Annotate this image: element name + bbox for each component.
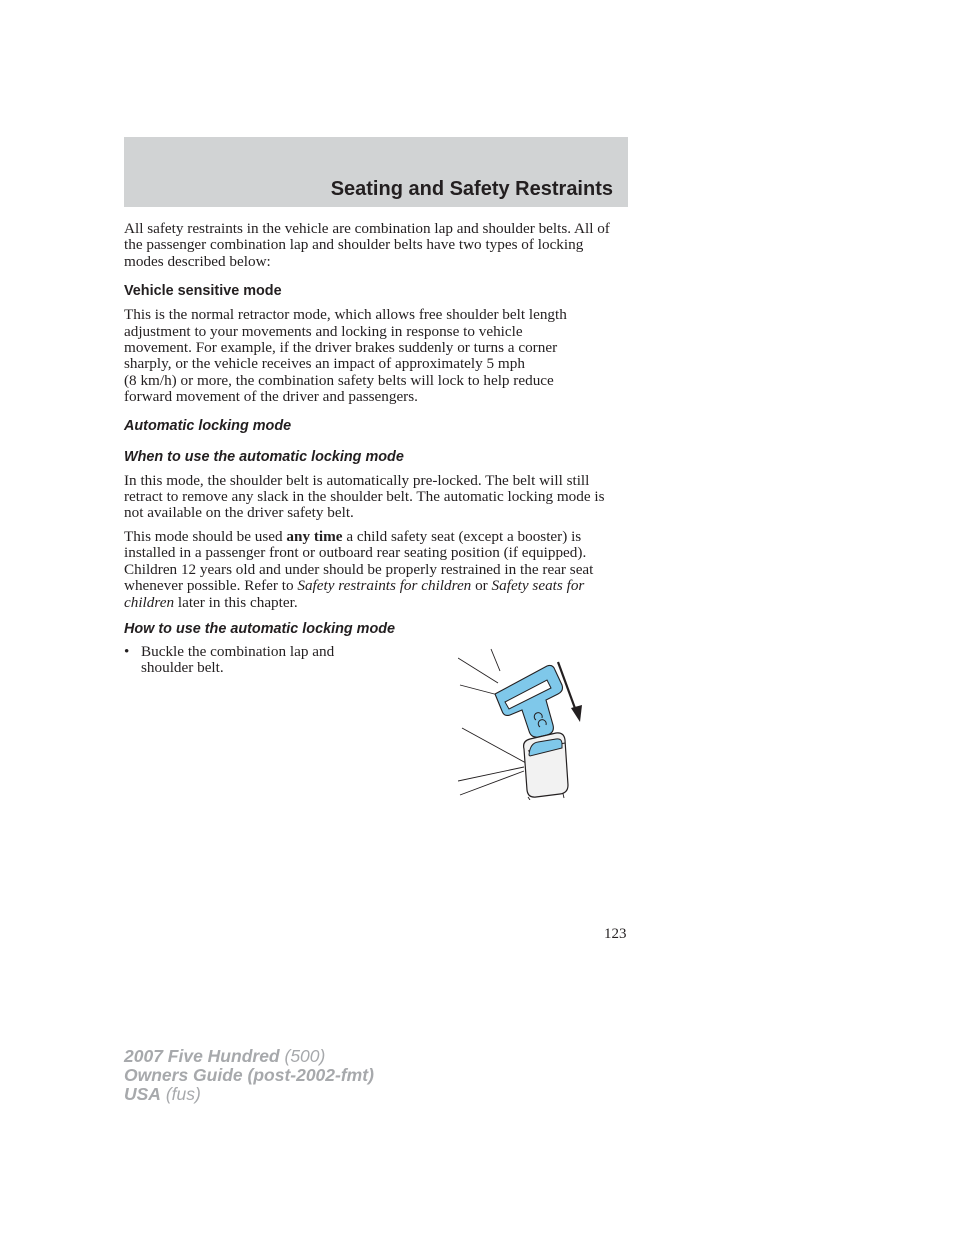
emphasis-any-time: any time <box>286 527 343 545</box>
when-to-use-paragraph: In this mode, the shoulder belt is automatically pre-locked. The belt will still retract to remove any slack in the shoulder belt. The automatic locking mode is not available on the driver safety belt. <box>124 471 605 522</box>
document-footer <box>124 1047 374 1104</box>
footer-line-model: 2007 Five Hundred (500) <box>124 1046 326 1066</box>
reference-safety-restraints-for-children: Safety restraints for children <box>297 577 472 595</box>
page-number: 123 <box>604 926 627 942</box>
section-title: Seating and Safety Restraints <box>330 178 613 200</box>
section-header-band <box>124 137 628 207</box>
when-to-use-heading: When to use the automatic locking mode <box>124 448 404 465</box>
footer-line-guide: Owners Guide (post-2002-fmt) <box>124 1065 374 1085</box>
seat-belt-buckle-illustration <box>458 645 588 800</box>
vehicle-sensitive-paragraph: This is the normal retractor mode, which allows free shoulder belt length adjustment to your movements and locking in response to vehicle movement. For example, if the driver brakes suddenly or turns a corner sharply, or the vehicle receives an impact of approximately 5 mph (8 km/h) or more, the combination safety belts will lock to help reduce forward movement of the driver and passengers. <box>124 306 567 406</box>
bullet-icon: • <box>124 642 130 660</box>
vehicle-sensitive-heading: Vehicle sensitive mode <box>124 283 282 300</box>
automatic-locking-heading: Automatic locking mode <box>124 417 292 434</box>
bullet-text: Buckle the combination lap and shoulder belt. <box>141 642 335 677</box>
main-content <box>124 221 630 677</box>
footer-line-market: USA (fus) <box>124 1084 201 1104</box>
usage-paragraph: This mode should be used any time a child safety seat (except a booster) is installed in a passenger front or outboard rear seating position (if equipped). Children 12 years old and under should be properly restrained in the rear seat whenever possible. Refer to Safety restraints for children or Safety seats for children later in this chapter. <box>124 527 594 611</box>
how-to-use-heading: How to use the automatic locking mode <box>124 620 396 637</box>
intro-paragraph: All safety restraints in the vehicle are combination lap and shoulder belts. All of the passenger combination lap and shoulder belts have two types of locking modes described below: <box>124 220 610 270</box>
list-item <box>124 644 374 677</box>
reference-safety-seats-for-children: Safety seats for children <box>124 577 585 611</box>
